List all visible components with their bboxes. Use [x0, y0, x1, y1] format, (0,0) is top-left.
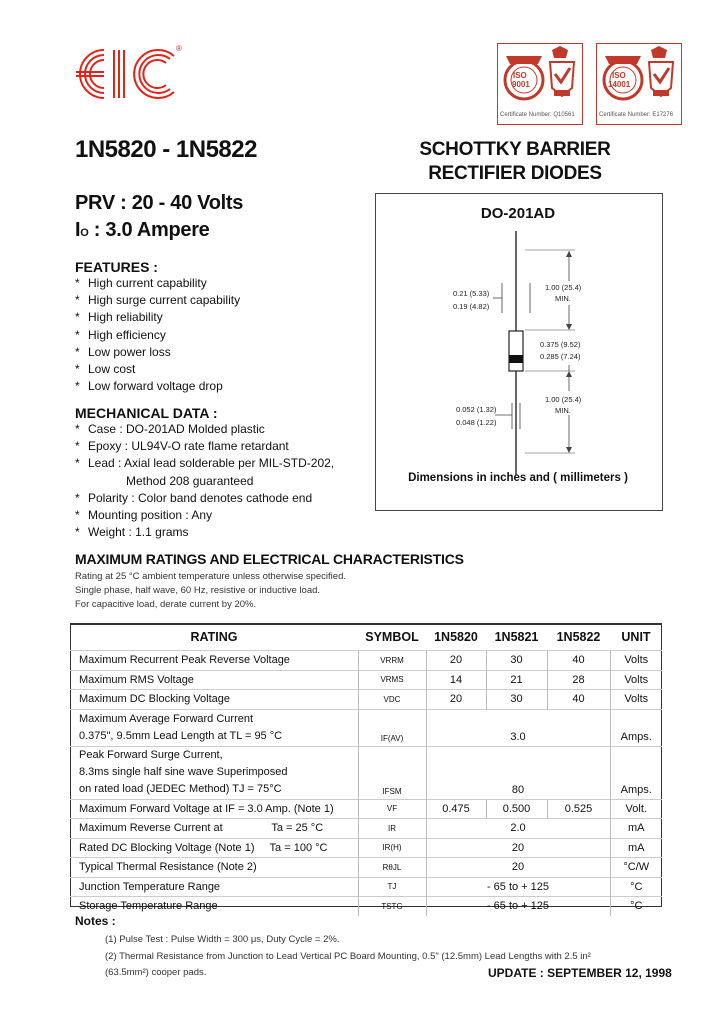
io-symbol: I: [75, 219, 81, 241]
list-item: * Epoxy : UL94V-O rate flame retardant: [75, 439, 289, 454]
list-item: * Low power loss: [75, 344, 171, 359]
header-1n5820: 1N5820: [434, 629, 478, 644]
list-item: * Lead : Axial lead solderable per MIL-STD-202,: [75, 456, 335, 471]
body-length-dim: 0.285 (7.24): [540, 352, 581, 361]
list-item: * Low cost: [75, 362, 136, 377]
table-row: Typical Thermal Resistance (Note 2) RθJL 20 °C/W: [70, 858, 662, 878]
note-item: (2) Thermal Resistance from Junction to Lead Vertical PC Board Mounting, 0.5" (12.5mm) Lead Lengths with 2.5 in²: [105, 951, 591, 962]
table-row: Storage Temperature Range TSTG - 65 to + 125 °C: [70, 897, 662, 916]
part-number-title: 1N5820 - 1N5822: [75, 136, 257, 163]
wire-diameter-dim: 0.048 (1.22): [456, 418, 497, 427]
ratings-table: [70, 623, 662, 916]
list-item: * High reliability: [75, 310, 163, 325]
iso-number: 14001: [608, 80, 631, 89]
package-title: DO-201AD: [480, 205, 556, 222]
iso-14001-certificate: [596, 43, 682, 125]
condition-line: For capacitive load, derate current by 20%.: [75, 599, 257, 610]
update-date: UPDATE : SEPTEMBER 12, 1998: [488, 966, 672, 980]
list-item: * Low forward voltage drop: [75, 379, 223, 394]
table-row: Maximum DC Blocking Voltage VDC 20 30 40 Volts: [70, 690, 662, 710]
table-row: Junction Temperature Range TJ - 65 to + 125 °C: [70, 877, 662, 897]
header-1n5821: 1N5821: [494, 629, 539, 644]
iso-label: ISO: [513, 71, 527, 80]
io-spec: [75, 219, 210, 242]
mechanical-title: MECHANICAL DATA :: [75, 405, 218, 421]
list-item: * High current capability: [75, 276, 207, 290]
table-header-row: [70, 623, 662, 651]
wire-diameter-dim: 0.052 (1.32): [456, 405, 497, 414]
product-title-line: RECTIFIER DIODES: [428, 163, 602, 184]
prv-spec: PRV : 20 - 40 Volts: [75, 192, 244, 214]
list-item-continuation: Method 208 guaranteed: [126, 473, 254, 488]
list-item: * High surge current capability: [75, 293, 241, 308]
product-title: [395, 138, 635, 186]
mechanical-list: [75, 421, 334, 541]
io-subscript: O: [80, 227, 89, 239]
table-row: Maximum Forward Voltage at IF = 3.0 Amp. (Note 1) VF 0.475 0.500 0.525 Volt.: [70, 799, 662, 819]
list-item: * Case : DO-201AD Molded plastic: [75, 422, 265, 436]
list-item: * Polarity : Color band denotes cathode end: [75, 490, 313, 505]
list-item: * High efficiency: [75, 327, 166, 342]
registered-mark: ®: [176, 44, 182, 53]
header-unit: UNIT: [621, 629, 651, 644]
lead-diameter-dim: 0.19 (4.82): [453, 302, 490, 311]
bottom-lead-length-dim: MIN.: [555, 406, 571, 415]
note-item: (63.5mm²) cooper pads.: [105, 967, 207, 978]
features-list: [75, 275, 240, 395]
ratings-title: MAXIMUM RATINGS AND ELECTRICAL CHARACTERISTICS: [75, 551, 464, 567]
header-symbol: SYMBOL: [365, 629, 419, 644]
body-length-dim: 0.375 (9.52): [540, 340, 581, 349]
iso-9001-certificate: [497, 43, 583, 125]
iso-label: ISO: [612, 71, 626, 80]
table-row: Maximum RMS Voltage VRMS 14 21 28 Volts: [70, 670, 662, 690]
list-item: * Weight : 1.1 grams: [75, 525, 189, 540]
table-row: Rated DC Blocking Voltage (Note 1) Ta = 100 °C IR(H) 20 mA: [70, 838, 662, 858]
iso-14001-seal-icon: [597, 44, 681, 110]
certificate-number: Certificate Number: E17276: [599, 112, 674, 118]
table-row: Maximum Recurrent Peak Reverse Voltage VRRM 20 30 40 Volts: [70, 651, 662, 671]
table-row: Maximum Average Forward Current 0.375", 9.5mm Lead Length at TL = 95 °C IF(AV) 3.0 Amps.: [70, 709, 662, 746]
top-lead-length-dim: MIN.: [555, 294, 571, 303]
header-1n5822: 1N5822: [556, 629, 601, 644]
eic-logo: [64, 46, 186, 102]
bottom-lead-length-dim: 1.00 (25.4): [545, 395, 582, 404]
dimensions-caption: Dimensions in inches and ( millimeters ): [408, 472, 628, 484]
diode-outline-drawing: [375, 193, 661, 509]
table-row: Maximum Reverse Current at Ta = 25 °C IR 2.0 mA: [70, 819, 662, 839]
features-title: FEATURES :: [75, 259, 158, 275]
condition-line: Rating at 25 °C ambient temperature unless otherwise specified.: [75, 571, 346, 582]
header-rating: RATING: [190, 629, 238, 644]
lead-diameter-dim: 0.21 (5.33): [453, 289, 490, 298]
certificate-number: Certificate Number: Q10561: [500, 112, 575, 118]
iso-number: 9001: [512, 80, 530, 89]
top-lead-length-dim: 1.00 (25.4): [545, 283, 582, 292]
io-value: : 3.0 Ampere: [88, 219, 210, 241]
product-title-line: SCHOTTKY BARRIER: [419, 139, 611, 160]
note-item: (1) Pulse Test : Pulse Width = 300 μs, Duty Cycle = 2%.: [105, 934, 340, 945]
list-item: * Mounting position : Any: [75, 508, 213, 523]
iso-9001-seal-icon: [498, 44, 582, 110]
condition-line: Single phase, half wave, 60 Hz, resistive or inductive load.: [75, 585, 321, 596]
table-row: Peak Forward Surge Current, 8.3ms single half sine wave Superimposed on rated load (JEDEC Method) TJ = 75°C IFSM 80 Amps.: [70, 746, 662, 799]
notes-title: Notes :: [75, 914, 116, 928]
